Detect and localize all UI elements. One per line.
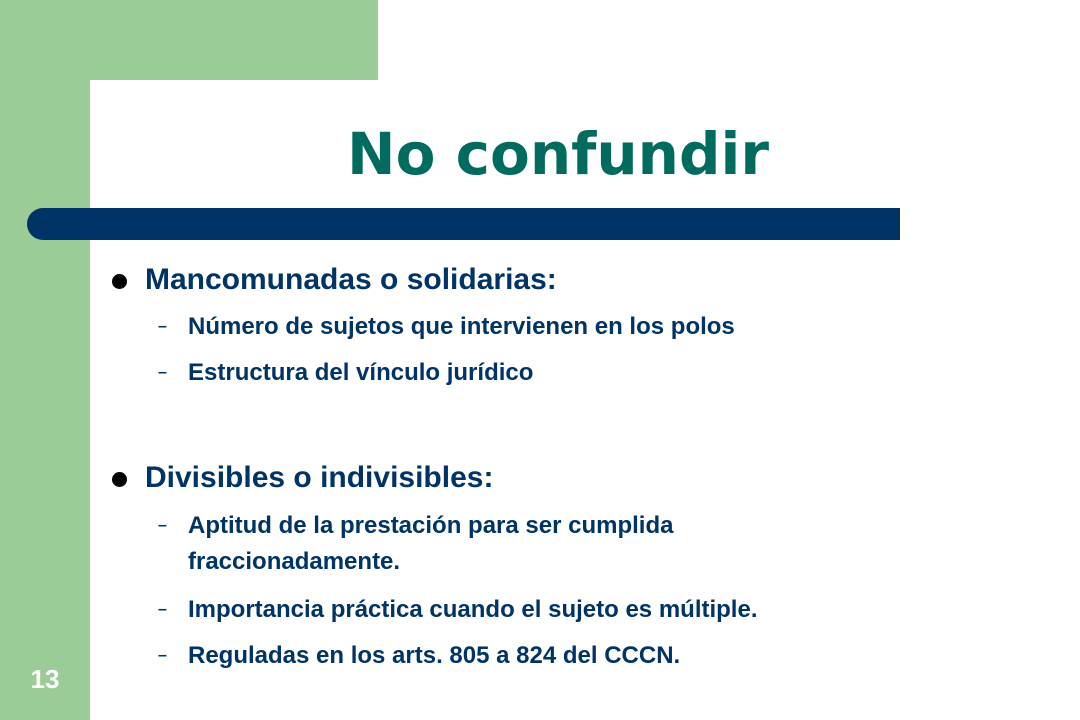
dash-icon: – <box>158 517 167 534</box>
bullet-heading-divisibles: Divisibles o indivisibles: <box>145 461 494 494</box>
sub-item-text: Estructura del vínculo jurídico <box>188 359 534 386</box>
slide-number: 13 <box>30 664 60 694</box>
bullet-item <box>112 262 992 298</box>
slide-title: No confundir <box>347 120 769 188</box>
dash-icon: – <box>158 318 167 335</box>
sub-item <box>158 508 1018 580</box>
dash-icon: – <box>158 647 167 664</box>
sub-item-text: Número de sujetos que intervienen en los polos <box>188 313 735 340</box>
title-underline-bar <box>27 208 900 240</box>
sub-item <box>158 592 1018 628</box>
green-frame-top <box>0 0 378 80</box>
sub-item-text: Importancia práctica cuando el sujeto es múltiple. <box>188 596 758 623</box>
bullet-item <box>112 460 992 496</box>
dash-icon: – <box>158 364 167 381</box>
sub-item-text: Reguladas en los arts. 805 a 824 del CCCN. <box>188 642 681 669</box>
bullet-dot-icon <box>112 472 127 487</box>
bullet-dot-icon <box>112 274 127 289</box>
sub-item <box>158 638 1018 674</box>
sub-item-text: Aptitud de la prestación para ser cumplida fraccionadamente. <box>188 512 674 575</box>
green-frame-left <box>0 0 90 720</box>
sub-item <box>158 309 1018 345</box>
dash-icon: – <box>158 601 167 618</box>
sub-item <box>158 355 1018 391</box>
bullet-heading-mancomunadas: Mancomunadas o solidarias: <box>145 263 557 296</box>
